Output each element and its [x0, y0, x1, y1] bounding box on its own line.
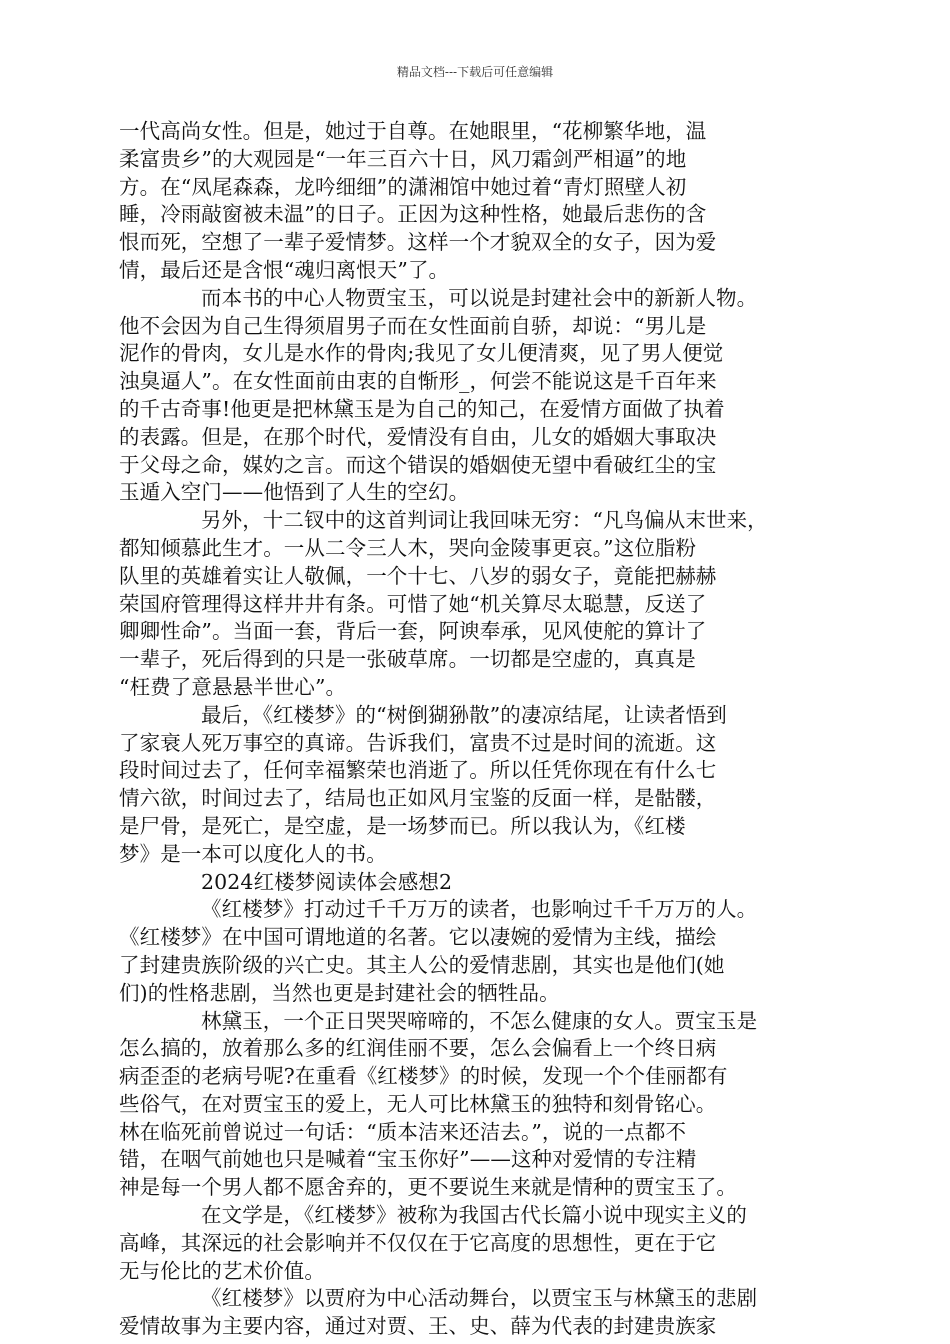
text-line: 梦》是一本可以度化人的书。	[119, 841, 387, 866]
text-line: 段时间过去了，任何幸福繁荣也消逝了。所以任凭你现在有什么七	[119, 758, 717, 783]
text-line: 些俗气，在对贾宝玉的爱上，无人可比林黛玉的独特和刻骨铭心。	[119, 1091, 717, 1116]
text-line: 的千古奇事!他更是把林黛玉是为自己的知己，在爱情方面做了执着	[119, 396, 725, 421]
text-line: 的表露。但是，在那个时代，爱情没有自由，儿女的婚姻大事取决	[119, 424, 717, 449]
paragraph-first-line: 《红楼梦》以贾府为中心活动舞台，以贾宝玉与林黛玉的悲剧	[201, 1286, 758, 1311]
text-line: 《红楼梦》在中国可谓地道的名著。它以凄婉的爱情为主线，描绘	[119, 925, 717, 950]
text-line: 睡，冷雨敲窗被未温”的日子。正因为这种性格，她最后悲伤的含	[119, 202, 707, 227]
text-line: 是尸骨，是死亡，是空虚，是一场梦而已。所以我认为，《红楼	[119, 813, 686, 838]
text-line: 荣国府管理得这样井井有条。可惜了她“机关算尽太聪慧，反送了	[119, 591, 707, 616]
text-line: 爱情故事为主要内容，通过对贾、王、史、薛为代表的封建贵族家	[119, 1314, 717, 1339]
text-line: 浊臭逼人”。在女性面前由衷的自惭形_，何尝不能说这是千百年来	[119, 369, 717, 394]
text-line: 病歪歪的老病号呢?在重看《红楼梦》的时候，发现一个个佳丽都有	[119, 1064, 728, 1089]
page-header: 精品文档---下载后可任意编辑	[396, 65, 554, 79]
text-line: 神是每一个男人都不愿舍弃的，更不要说生来就是情种的贾宝玉了。	[119, 1175, 737, 1200]
text-line: 林在临死前曾说过一句话：“质本洁来还洁去。”，说的一点都不	[119, 1119, 687, 1144]
text-line: 一代高尚女性。但是，她过于自尊。在她眼里，“花柳繁华地，温	[119, 119, 707, 143]
text-line: 都知倾慕此生才。一从二令三人木，哭向金陵事更哀。”这位脂粉	[119, 535, 697, 560]
text-line: 情，最后还是含恨“魂归离恨天”了。	[119, 257, 450, 282]
text-line: 柔富贵乡”的大观园是“一年三百六十日，风刀霜剑严相逼”的地	[119, 146, 687, 171]
paragraph-first-line: 在文学是，《红楼梦》被称为我国古代长篇小说中现实主义的	[201, 1203, 747, 1228]
text-line: 队里的英雄着实让人敬佩，一个十七、八岁的弱女子，竟能把赫赫	[119, 563, 717, 588]
text-line: 卿卿性命”。当面一套，背后一套，阿谀奉承，见风使舵的算计了	[119, 619, 707, 644]
text-line: 高峰，其深远的社会影响并不仅仅在于它高度的思想性，更在于它	[119, 1230, 717, 1255]
text-line: 了封建贵族阶级的兴亡史。其主人公的爱情悲剧，其实也是他们(她	[119, 952, 725, 977]
text-line: 泥作的骨肉，女儿是水作的骨肉;我见了女儿便清爽，见了男人便觉	[119, 341, 724, 366]
text-line: 怎么搞的，放着那么多的红润佳丽不要，怎么会偏看上一个终日病	[119, 1036, 717, 1061]
text-line: “枉费了意悬悬半世心”。	[119, 674, 347, 699]
text-line: 错，在咽气前她也只是喊着“宝玉你好”——这种对爱情的专注精	[119, 1147, 697, 1172]
paragraph-first-line: 林黛玉，一个正日哭哭啼啼的，不怎么健康的女人。贾宝玉是	[201, 1008, 758, 1033]
text-line: 一辈子，死后得到的只是一张破草席。一切都是空虚的，真真是	[119, 647, 696, 672]
text-line: 方。在“凤尾森森，龙吟细细”的潇湘馆中她过着“青灯照壁人初	[119, 174, 687, 199]
paragraph-first-line: 2024红楼梦阅读体会感想2	[201, 869, 453, 894]
paragraph-first-line: 《红楼梦》打动过千千万万的读者，也影响过千千万万的人。	[201, 897, 758, 922]
paragraph-first-line: 最后，《红楼梦》的“树倒猢狲散”的凄凉结尾，让读者悟到	[201, 702, 727, 727]
text-line: 无与伦比的艺术价值。	[119, 1258, 325, 1283]
document-body	[119, 118, 835, 1341]
paragraph-first-line: 而本书的中心人物贾宝玉，可以说是封建社会中的新新人物。	[201, 285, 758, 310]
text-line: 们)的性格悲剧，当然也更是封建社会的牺牲品。	[119, 980, 560, 1005]
text-line: 玉遁入空门——他悟到了人生的空幻。	[119, 480, 470, 505]
text-line: 于父母之命，媒妁之言。而这个错误的婚姻使无望中看破红尘的宝	[119, 452, 717, 477]
text-line: 他不会因为自己生得须眉男子而在女性面前自骄，却说：“男儿是	[119, 313, 707, 338]
text-line: 情六欲，时间过去了，结局也正如风月宝鉴的反面一样，是骷髅，	[119, 786, 717, 811]
text-line: 了家衰人死万事空的真谛。告诉我们，富贵不过是时间的流逝。这	[119, 730, 717, 755]
text-line: 恨而死，空想了一辈子爱情梦。这样一个才貌双全的女子，因为爱	[119, 230, 717, 255]
paragraph-first-line: 另外，十二钗中的这首判词让我回味无穷：“凡鸟偏从末世来，	[201, 508, 768, 533]
